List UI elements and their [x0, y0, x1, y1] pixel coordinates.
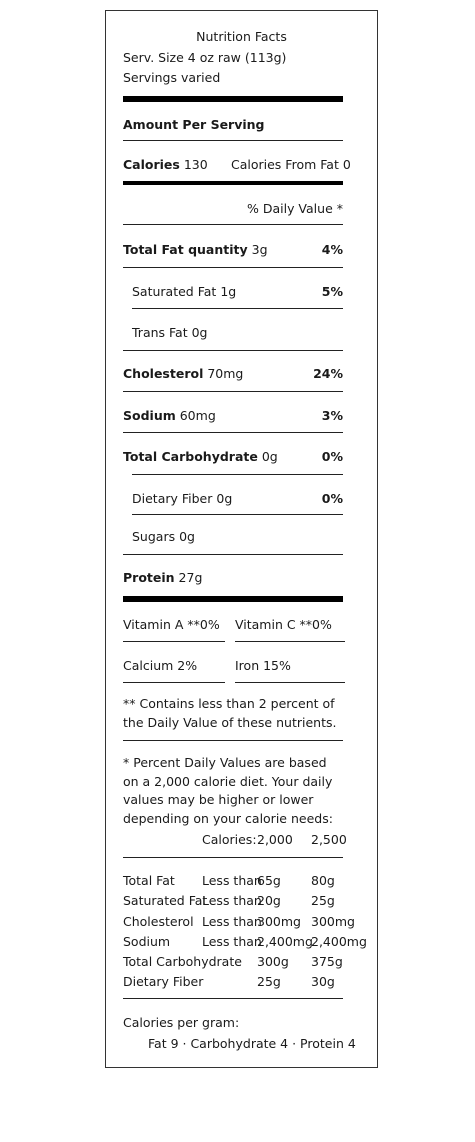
divider: [123, 554, 343, 555]
table-row-v2: 25g: [311, 893, 335, 908]
table-row-name: Saturated Fat: [123, 893, 208, 908]
trans-fat-row: [132, 325, 207, 340]
calories-from-fat: [231, 157, 351, 172]
table-row-v1: 2,400mg: [257, 934, 313, 949]
table-row-v2: 30g: [311, 974, 335, 989]
nutrient-label: Total Fat quantity: [123, 242, 248, 257]
iron: Iron 15%: [235, 658, 291, 673]
calories-col-2500: 2,500: [311, 832, 347, 847]
nutrient-amount: 0g: [261, 449, 278, 464]
nutrient-label: Protein: [123, 570, 175, 585]
table-row-name: Total Carbohydrate: [123, 954, 242, 969]
divider: [132, 474, 343, 475]
nutrient-label: Total Carbohydrate: [123, 449, 258, 464]
nutrient-amount: 27g: [178, 570, 203, 585]
table-row-name: Total Fat: [123, 873, 175, 888]
divider: [123, 350, 343, 351]
nutrient-amount: 70mg: [207, 366, 244, 381]
table-row-v1: 300mg: [257, 914, 301, 929]
label-title: Nutrition Facts: [196, 29, 287, 44]
divider: [235, 682, 345, 683]
calories-value: 130: [183, 157, 208, 172]
divider: [123, 224, 343, 225]
total-carbohydrate-dv: 0%: [321, 449, 343, 464]
table-row-v2: 375g: [311, 954, 343, 969]
nutrient-label: Cholesterol: [123, 366, 204, 381]
table-row-name: Cholesterol: [123, 914, 194, 929]
table-row-cond: Less than: [202, 893, 262, 908]
divider: [123, 682, 225, 683]
divider: [123, 267, 343, 268]
nutrient-amount: 3g: [251, 242, 268, 257]
calories-col-2000: 2,000: [257, 832, 293, 847]
nutrient-label: Trans Fat: [132, 325, 188, 340]
footnote-percent-daily: * Percent Daily Values are based on a 2,000 calorie diet. Your daily values may be higher or lower depending on your calorie needs:: [123, 755, 333, 826]
nutrient-label: Sodium: [123, 408, 176, 423]
table-row-cond: Less than: [202, 934, 262, 949]
calories-per-gram-values: Fat 9 · Carbohydrate 4 · Protein 4: [148, 1036, 356, 1051]
calories-label: Calories: [123, 157, 180, 172]
divider: [132, 308, 343, 309]
nutrient-amount: 1g: [220, 284, 237, 299]
nutrient-amount: 0g: [191, 325, 208, 340]
divider: [132, 514, 343, 515]
footnote-contains: ** Contains less than 2 percent of the Daily Value of these nutrients.: [123, 696, 337, 730]
vitamin-c: Vitamin C **0%: [235, 617, 332, 632]
calories-from-fat-label: Calories From Fat: [231, 157, 339, 172]
sodium-dv: 3%: [321, 408, 343, 423]
table-row-v2: 80g: [311, 873, 335, 888]
vitamin-a: Vitamin A **0%: [123, 617, 220, 632]
table-row-cond: Less than: [202, 873, 262, 888]
divider: [235, 641, 345, 642]
table-row-name: Sodium: [123, 934, 171, 949]
calories-row: [123, 157, 208, 172]
calcium: Calcium 2%: [123, 658, 198, 673]
saturated-fat-dv: 5%: [321, 284, 343, 299]
daily-value-header: % Daily Value *: [246, 201, 343, 216]
divider: [123, 998, 343, 999]
nutrient-amount: 0g: [179, 529, 195, 544]
table-row-v2: 300mg: [311, 914, 355, 929]
table-row-v1: 65g: [257, 873, 281, 888]
amount-per-serving: Amount Per Serving: [123, 117, 265, 132]
table-row-v1: 20g: [257, 893, 281, 908]
nutrient-label: Saturated Fat: [132, 284, 217, 299]
nutrition-label: [105, 10, 378, 1068]
divider: [123, 857, 343, 858]
protein-row: [123, 570, 202, 585]
thick-divider: [123, 596, 343, 602]
table-row-v2: 2,400mg: [311, 934, 367, 949]
nutrient-label: Dietary Fiber: [132, 491, 213, 506]
thick-divider: [123, 96, 343, 102]
calories-from-fat-value: 0: [342, 157, 351, 172]
medium-divider: [123, 181, 343, 185]
divider: [123, 391, 343, 392]
nutrient-amount: 0g: [216, 491, 233, 506]
serving-size: Serv. Size 4 oz raw (113g): [123, 50, 287, 65]
total-fat-dv: 4%: [321, 242, 343, 257]
calories-per-gram-label: Calories per gram:: [123, 1015, 240, 1030]
table-row-name: Dietary Fiber: [123, 974, 204, 989]
servings: Servings varied: [123, 70, 221, 85]
divider: [123, 740, 343, 741]
divider: [123, 641, 225, 642]
table-row-cond: Less than: [202, 914, 262, 929]
nutrient-amount: 60mg: [179, 408, 216, 423]
cholesterol-dv: 24%: [313, 366, 343, 381]
table-row-v1: 300g: [257, 954, 289, 969]
dietary-fiber-dv: 0%: [321, 491, 343, 506]
divider: [123, 140, 343, 141]
sugars-row: [132, 529, 195, 544]
divider: [123, 432, 343, 433]
table-row-v1: 25g: [257, 974, 281, 989]
calorie-table: [106, 873, 377, 1003]
calories-header-label: Calories:: [202, 832, 257, 847]
nutrient-label: Sugars: [132, 529, 176, 544]
